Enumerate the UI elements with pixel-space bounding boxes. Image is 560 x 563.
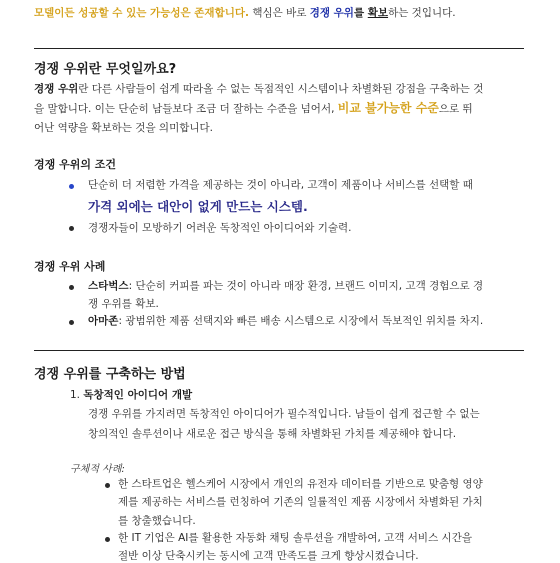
intro-blue-text: 경쟁 우위 (309, 7, 354, 19)
section1-text: 을 말합니다. 이는 단순히 남들보다 조금 더 잘하는 수준을 넘어서, (34, 103, 338, 115)
step1-title: 독창적인 아이디어 개발 (83, 389, 193, 401)
section1-text: 으로 뛰 (438, 103, 473, 115)
section1-para-line2 (34, 101, 473, 116)
bullet-icon (69, 285, 74, 290)
case1-line2: 제를 제공하는 서비스를 런칭하여 기존의 일률적인 제품 시장에서 차별화된 가치 (118, 496, 483, 508)
step1-title-line (70, 388, 192, 402)
examples-item2-label: 아마존 (88, 315, 119, 327)
section1-bold-term: 경쟁 우위 (34, 83, 79, 95)
step1-line1: 경쟁 우위를 가지려면 독창적인 아이디어가 필수적입니다. 남들이 쉽게 접근할 수 없는 (88, 408, 480, 420)
section1-highlight: 비교 불가능한 수준 (337, 101, 439, 115)
case2-line1: 한 IT 기업은 AI를 활용한 자동화 채팅 솔루션을 개발하여, 고객 서비스 시간을 (118, 532, 472, 544)
intro-text-mid: 핵심은 바로 (248, 7, 310, 19)
conditions-item1-line2: 가격 외에는 대안이 없게 만드는 시스템. (88, 199, 308, 214)
conditions-heading: 경쟁 우위의 조건 (34, 158, 117, 171)
section1-para-line3: 어난 역량을 확보하는 것을 의미합니다. (34, 122, 213, 134)
examples-heading: 경쟁 우위 사례 (34, 260, 106, 273)
conditions-item1-line1: 단순히 더 저렴한 가격을 제공하는 것이 아니라, 고객이 제품이나 서비스를 선택할 때 (88, 179, 473, 191)
bullet-icon (105, 537, 110, 542)
section1-para-line1 (34, 82, 483, 96)
intro-gold-text: 모델이든 성공할 수 있는 가능성은 존재합니다. (34, 7, 249, 19)
section1-heading: 경쟁 우위란 무엇일까요? (34, 62, 177, 77)
step1-line2: 창의적인 솔루션이나 새로운 접근 방식을 통해 차별화된 가치를 제공해야 합니다. (88, 428, 457, 440)
bullet-icon (69, 320, 74, 325)
section2-heading: 경쟁 우위를 구축하는 방법 (34, 367, 186, 382)
examples-item1-text: : 단순히 커피를 파는 것이 아니라 매장 환경, 브랜드 이미지, 고객 경험으로 경 (128, 280, 484, 292)
examples-item2-text: : 광범위한 제품 선택지와 빠른 배송 시스템으로 시장에서 독보적인 위치를 차지. (118, 315, 484, 327)
examples-item1-line1 (88, 279, 483, 293)
case2-line2: 절반 이상 단축시키는 동시에 고객 만족도를 크게 향상시켰습니다. (118, 550, 419, 562)
step1-number: 1. (70, 389, 81, 401)
divider (34, 350, 524, 351)
conditions-item2: 경쟁자들이 모방하기 어려운 독창적인 아이디어와 기술력. (88, 222, 352, 234)
intro-line (34, 6, 456, 20)
case1-line3: 를 창출했습니다. (118, 515, 196, 527)
bullet-icon (105, 483, 110, 488)
intro-underlined-text: 확보 (367, 7, 389, 19)
intro-text-after-blue: 를 (353, 7, 368, 19)
intro-text-end: 하는 것입니다. (388, 7, 456, 19)
examples-item1-label: 스타벅스 (88, 280, 129, 292)
case-label: 구체적 사례: (70, 464, 125, 475)
bullet-icon (69, 184, 74, 189)
examples-item1-line2: 쟁 우위를 확보. (88, 298, 159, 310)
bullet-icon (69, 226, 74, 231)
examples-item2 (88, 314, 483, 328)
case1-line1: 한 스타트업은 헬스케어 시장에서 개인의 유전자 데이터를 기반으로 맞춤형 영양 (118, 478, 483, 490)
section1-text: 란 다른 사람들이 쉽게 따라올 수 없는 독점적인 시스템이나 차별화된 강점을 구축하는 것 (78, 83, 484, 95)
divider (34, 48, 524, 49)
